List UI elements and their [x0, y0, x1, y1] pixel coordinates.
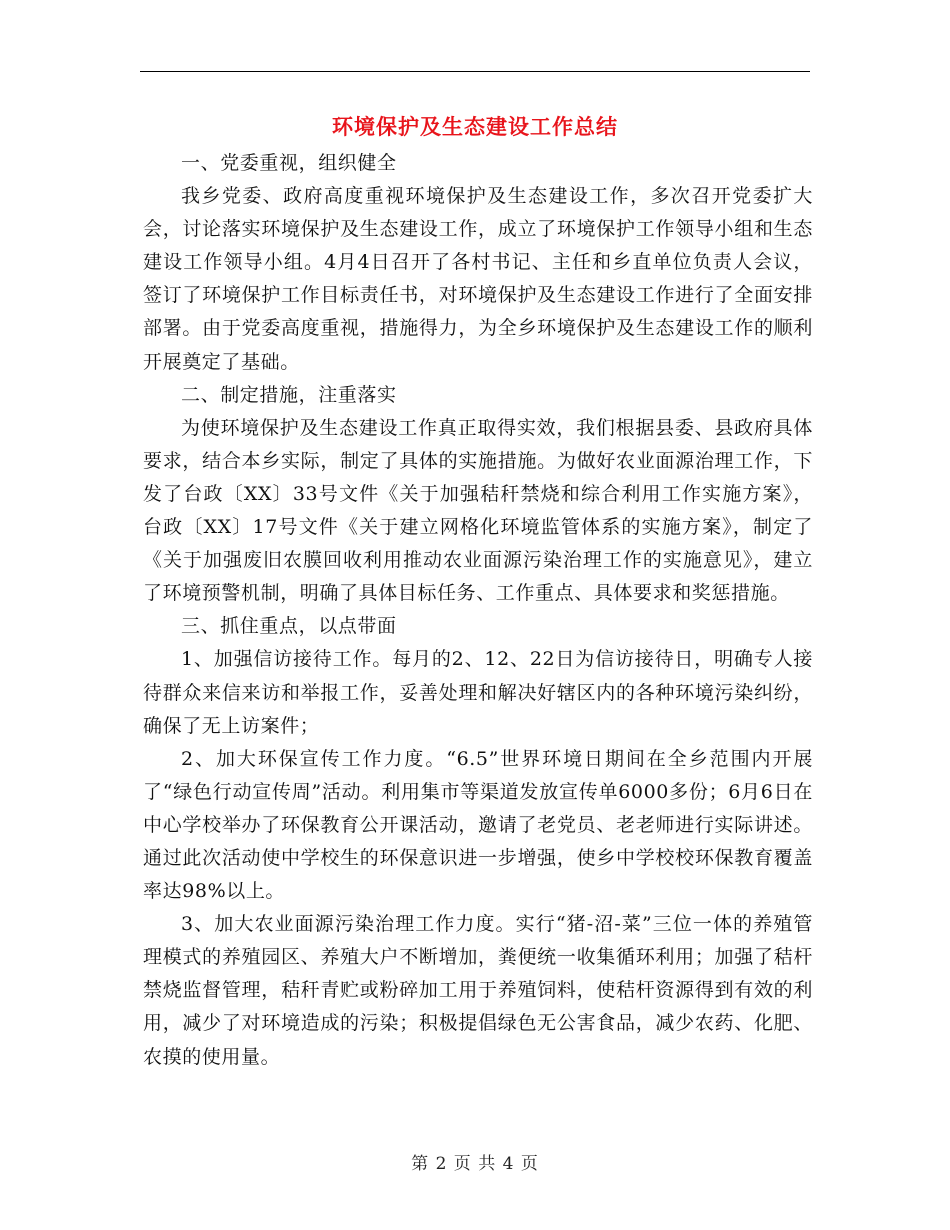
page-number: 第 2 页 共 4 页 [411, 1154, 539, 1174]
section-2-paragraph-1: 为使环境保护及生态建设工作真正取得实效，我们根据县委、县政府具体要求，结合本乡实际，制定了具体的实施措施。为做好农业面源治理工作，下发了台政〔XX〕33号文件《关于加强秸秆禁烧和综合利用工作实施方案》，台政〔XX〕17号文件《关于建立网格化环境监管体系的实施方案》，制定了《关于加强废旧农膜回收利用推动农业面源污染治理工作的实施意见》，建立了环境预警机制，明确了具体目标任务、工作重点、具体要求和奖惩措施。 [143, 416, 813, 605]
section-heading-3: 三、抓住重点，以点带面 [181, 615, 397, 638]
section-heading-1: 一、党委重视，组织健全 [181, 152, 397, 174]
section-heading-2: 二、制定措施，注重落实 [181, 383, 397, 406]
document-body [143, 147, 813, 1074]
header-rule [140, 71, 810, 72]
document-title: 环境保护及生态建设工作总结 [332, 114, 618, 139]
section-3-item-3: 3、加大农业面源污染治理工作力度。实行“猪-沼-菜”三位一体的养殖管理模式的养殖园区、养殖大户不断增加，粪便统一收集循环利用；加强了秸杆禁烧监督管理，秸秆青贮或粉碎加工用于养殖饲料，使秸杆资源得到有效的利用，减少了对环境造成的污染；积极提倡绿色无公害食品，减少农药、化肥、农摸的使用量。 [143, 913, 813, 1068]
section-3-item-1: 1、加强信访接待工作。每月的2、12、22日为信访接待日，明确专人接待群众来信来访和举报工作，妥善处理和解决好辖区内的各种环境污染纠纷，确保了无上访案件； [143, 648, 813, 737]
section-3-item-2: 2、加大环保宣传工作力度。“6.5”世界环境日期间在全乡范围内开展了“绿色行动宣传周”活动。利用集市等渠道发放宣传单6000多份；6月6日在中心学校举办了环保教育公开课活动，邀请了老党员、老老师进行实际讲述。通过此次活动使中学校生的环保意识进一步增强，使乡中学校校环保教育覆盖率达98%以上。 [143, 747, 813, 903]
section-1-paragraph-1: 我乡党委、政府高度重视环境保护及生态建设工作，多次召开党委扩大会，讨论落实环境保护及生态建设工作，成立了环境保护工作领导小组和生态建设工作领导小组。4月4日召开了各村书记、主任和乡直单位负责人会议，签订了环境保护工作目标责任书，对环境保护及生态建设工作进行了全面安排部署。由于党委高度重视，措施得力，为全乡环境保护及生态建设工作的顺利开展奠定了基础。 [143, 185, 813, 373]
